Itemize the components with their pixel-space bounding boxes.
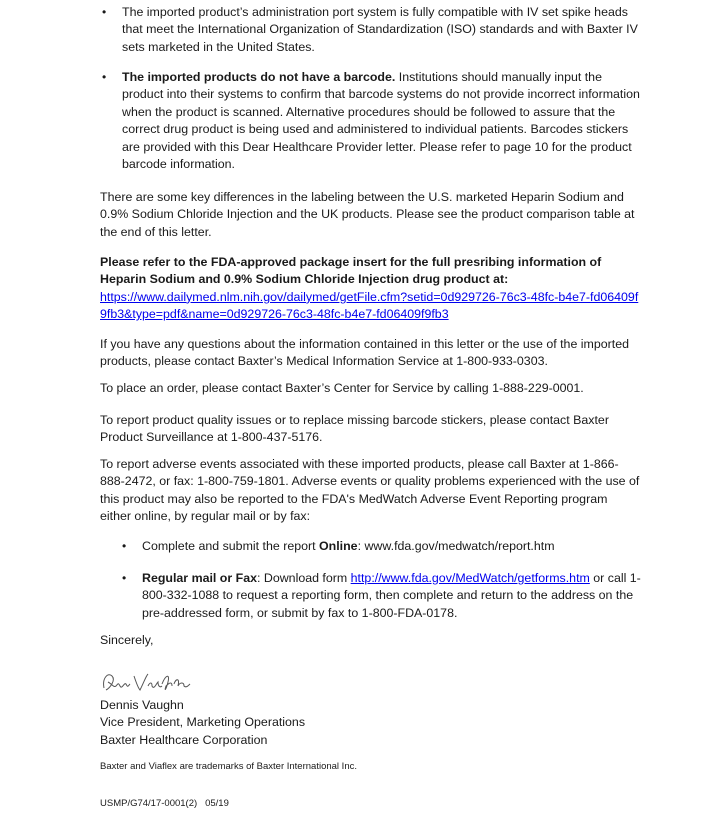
bullet-icon: • (102, 5, 107, 19)
dailymed-link[interactable]: https://www.dailymed.nlm.nih.gov/dailymed/getFile.cfm?setid=0d929726-76c3-48fc-b4e7-fd06409f9fb3&type=pdf&name=0d929726-76c3-48fc-b4e7-fd06409f9fb3 (100, 289, 639, 322)
bullet-bold-lead: The imported products do not have a barcode. (122, 70, 396, 84)
bullet-text-rest: or call 1-800-332-1088 to request a reporting form, then complete and return to the address on the pre-addressed form, or submit by fax to 1-800-FDA-0178. (142, 571, 641, 620)
paragraph-package-insert (100, 254, 640, 324)
paragraph-adverse-events: To report adverse events associated with these imported products, please call Baxter at 1-866-888-2472, or fax: 1-800-759-1801. Adverse events or quality problems experienced with the use of this product may also be reported to the FDA's MedWatch Adverse Event Reporting program either online, by regular mail or by fax: (100, 457, 640, 524)
bullet-mail-fax (122, 570, 642, 622)
paragraph-questions: If you have any questions about the information contained in this letter or the use of the imported products, please contact Baxter’s Medical Information Service at 1-800-933-0303. (100, 337, 629, 369)
bullet-text (122, 69, 640, 173)
bullet-text: The imported product’s administration port system is fully compatible with IV set spike heads that meet the International Organization of Standardization (ISO) standards and with Baxter IV sets marketed in the United States. (122, 5, 638, 54)
bullet-iv-compatibility (100, 4, 640, 56)
signature-image (100, 668, 210, 699)
bullet-online-report (122, 538, 642, 555)
salutation: Sincerely, (100, 633, 154, 647)
paragraph-differences: There are some key differences in the labeling between the U.S. marketed Heparin Sodium and 0.9% Sodium Chloride Injection and the UK products. Please see the product comparison table at the end of this letter. (100, 190, 635, 239)
document-code: USMP/G74/17-0001(2) 05/19 (100, 798, 229, 809)
signatory-company: Baxter Healthcare Corporation (100, 732, 268, 747)
bullet-text: : Download form (257, 571, 351, 585)
online-bold: Online (319, 539, 358, 553)
package-insert-bold: Please refer to the FDA-approved package insert for the full presribing information of Heparin Sodium and 0.9% Sodium Chloride Injection drug product at: (100, 255, 602, 287)
medwatch-forms-link[interactable]: http://www.fda.gov/MedWatch/getforms.htm (350, 571, 590, 585)
trademark-notice: Baxter and Viaflex are trademarks of Baxter International Inc. (100, 761, 357, 772)
bullet-barcode (100, 69, 640, 173)
signature-icon (100, 668, 210, 696)
bullet-text-url: : www.fda.gov/medwatch/report.htm (357, 539, 555, 553)
paragraph-quality: To report product quality issues or to replace missing barcode stickers, please contact Baxter Product Surveillance at 1-800-437-5176. (100, 413, 609, 445)
paragraph-order: To place an order, please contact Baxter’s Center for Service by calling 1-888-229-0001. (100, 381, 584, 395)
bullet-body: Institutions should manually input the product into their systems to confirm that barcode systems do not provide incorrect information when the product is scanned. Alternative procedures should be followed to assure that the correct drug product is being used and administered to individual patients. Barcodes stickers are provided with this Dear Healthcare Provider letter. Please refer to page 10 for the product barcode information. (122, 70, 640, 172)
signatory-title: Vice President, Marketing Operations (100, 715, 306, 730)
signatory-block (100, 697, 640, 749)
bullet-icon: • (102, 70, 107, 84)
bullet-icon: • (122, 539, 127, 553)
bullet-icon: • (122, 571, 127, 585)
bullet-text: Complete and submit the report (142, 539, 320, 553)
mail-fax-bold: Regular mail or Fax (142, 571, 257, 585)
signatory-name: Dennis Vaughn (100, 698, 184, 712)
